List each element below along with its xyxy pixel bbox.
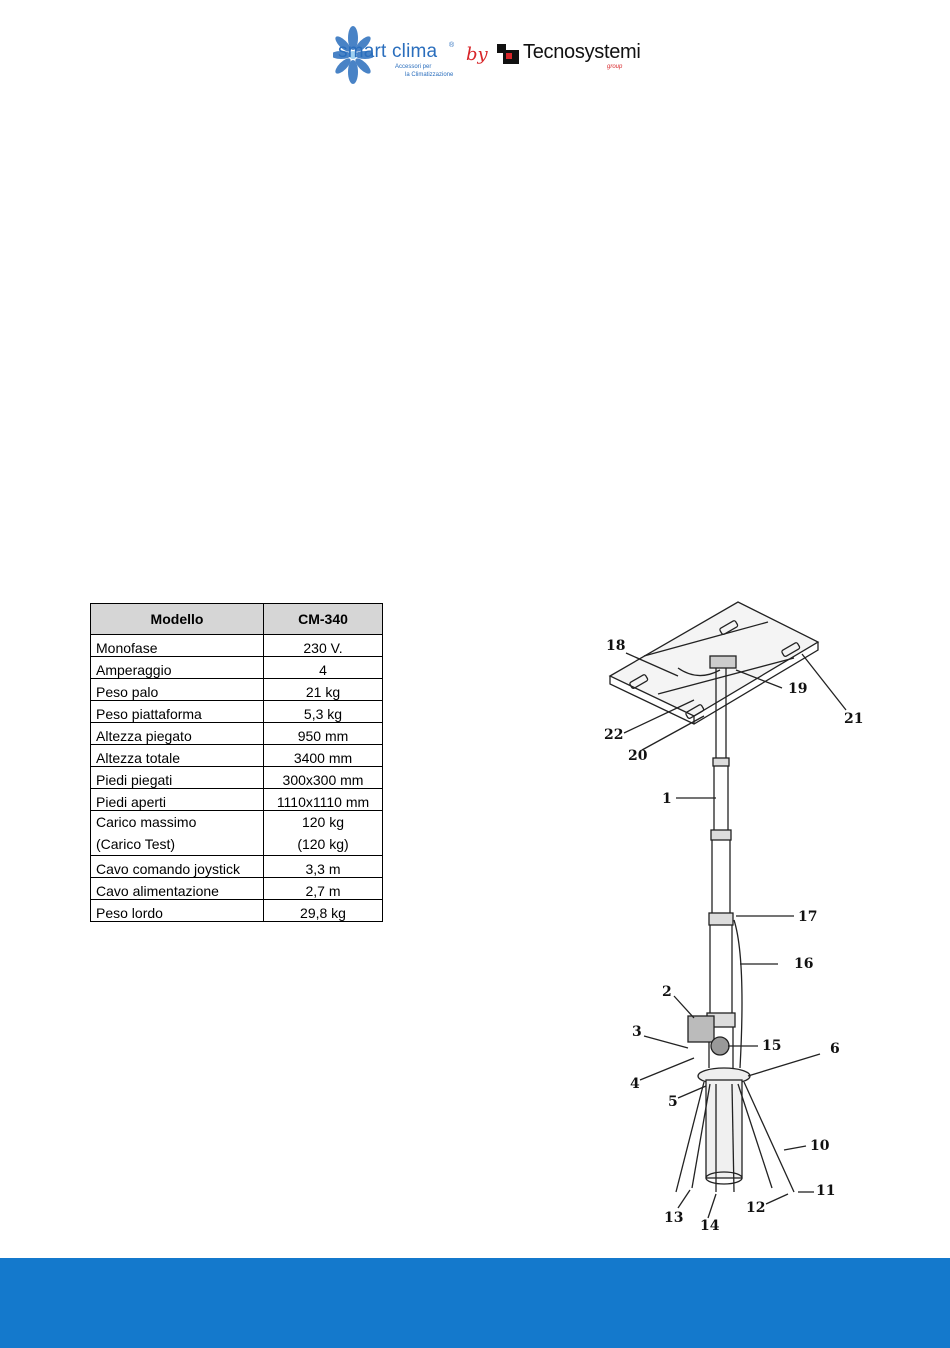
row-label [91,811,264,856]
callout-10: 10 [810,1138,830,1154]
row-label: Altezza totale [91,745,264,767]
table-row [91,789,383,811]
row-label: Peso lordo [91,900,264,922]
callout-15: 15 [762,1038,782,1054]
callout-22: 22 [604,727,624,743]
callout-3: 3 [632,1024,642,1040]
brand-tagline-line2: la Climatizzazione [405,72,454,78]
table-row [91,900,383,922]
table-row [91,767,383,789]
table-row [91,811,383,856]
callout-4: 4 [630,1076,640,1092]
callout-18: 18 [606,638,626,654]
brand-trademark: ® [449,42,455,49]
row-value: 5,3 kg [264,701,383,723]
callout-12: 12 [746,1200,766,1216]
by-text: by [466,44,488,65]
row-label: Cavo comando joystick [91,856,264,878]
footer-band [0,1258,950,1348]
callout-20: 20 [628,748,648,764]
row-value-line2: (120 kg) [297,836,349,852]
table-header-row [91,604,383,635]
callout-5: 5 [668,1094,678,1110]
row-value: 4 [264,657,383,679]
callout-21: 21 [844,711,864,727]
table-header-value: CM-340 [264,604,383,635]
partner-name: Tecnosystemi [523,41,641,63]
row-label-line1: Carico massimo [96,814,197,830]
partner-group: group [607,64,623,70]
callout-11: 11 [816,1183,836,1199]
callout-17: 17 [798,909,818,925]
table-row [91,657,383,679]
row-label: Monofase [91,635,264,657]
callout-6: 6 [830,1041,840,1057]
row-value: 21 kg [264,679,383,701]
callout-13: 13 [664,1210,684,1226]
row-label: Altezza piegato [91,723,264,745]
table-header-label: Modello [91,604,264,635]
row-value: 2,7 m [264,878,383,900]
table-row [91,723,383,745]
row-value: 230 V. [264,635,383,657]
row-value [264,811,383,856]
brand-tagline-line1: Accessori per [395,64,432,70]
row-value-line1: 120 kg [301,814,345,830]
table-row [91,635,383,657]
table-row [91,701,383,723]
row-value: 3,3 m [264,856,383,878]
row-label: Amperaggio [91,657,264,679]
row-label: Piedi piegati [91,767,264,789]
table-row [91,856,383,878]
lift-diagram [598,598,870,1238]
row-value: 1110x1110 mm [264,789,383,811]
callout-14: 14 [700,1218,720,1234]
row-value: 29,8 kg [264,900,383,922]
callout-1: 1 [662,791,672,807]
row-label: Cavo alimentazione [91,878,264,900]
row-label: Peso palo [91,679,264,701]
row-label-line2: (Carico Test) [96,836,176,852]
row-value: 3400 mm [264,745,383,767]
row-label: Peso piattaforma [91,701,264,723]
row-value: 950 mm [264,723,383,745]
table-row [91,679,383,701]
brand-name: smart clima [338,41,438,62]
row-label: Piedi aperti [91,789,264,811]
table-row [91,745,383,767]
table-row [91,878,383,900]
spec-table [90,603,383,922]
callout-2: 2 [662,984,672,1000]
callout-16: 16 [794,956,814,972]
callout-19: 19 [788,681,808,697]
partner-mark-icon [497,44,519,64]
row-value: 300x300 mm [264,767,383,789]
brand-logo [333,24,643,88]
